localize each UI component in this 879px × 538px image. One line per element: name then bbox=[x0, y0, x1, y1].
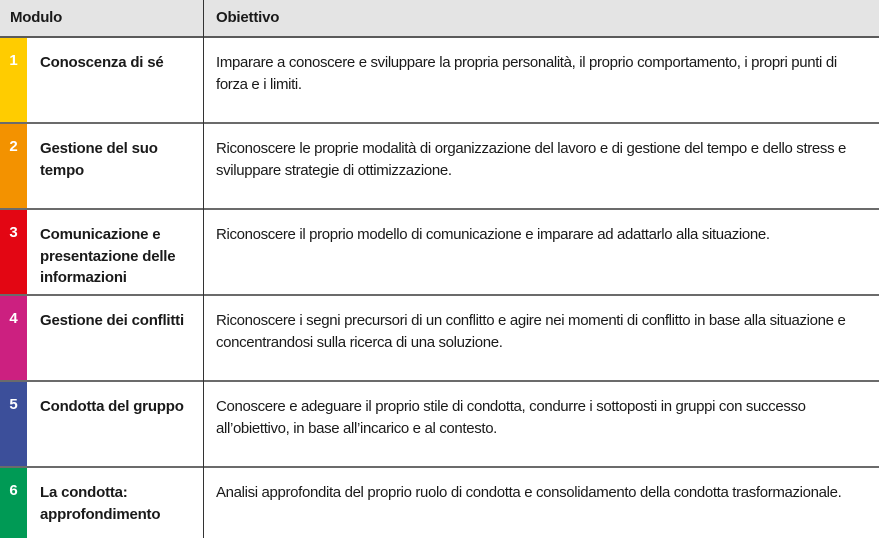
table-row bbox=[0, 210, 879, 296]
module-number-badge: 1 bbox=[0, 38, 27, 122]
module-number-badge: 3 bbox=[0, 210, 27, 294]
module-objective: Riconoscere i segni precursori di un conflitto e agire nei momenti di conflitto in base alla situazione e concentrandosi sulla ricerca di una soluzione. bbox=[216, 312, 846, 351]
module-objective: Riconoscere le proprie modalità di organizzazione del lavoro e di gestione del tempo e dello stress e sviluppare strategie di ottimizzazione. bbox=[216, 140, 847, 179]
table-row bbox=[0, 296, 879, 382]
header-obiettivo: Obiettivo bbox=[216, 9, 280, 26]
module-number-badge: 5 bbox=[0, 382, 27, 466]
table-row bbox=[0, 124, 879, 210]
module-name: Comunicazione e presentazione delle informazioni bbox=[40, 226, 176, 286]
table-row bbox=[0, 38, 879, 124]
module-name: Gestione del suo tempo bbox=[40, 140, 158, 179]
module-name: Gestione dei conflitti bbox=[40, 312, 184, 329]
column-divider bbox=[203, 0, 204, 538]
module-number-badge: 6 bbox=[0, 468, 27, 538]
table-row bbox=[0, 468, 879, 538]
module-name: Condotta del gruppo bbox=[40, 398, 184, 415]
module-name: Conoscenza di sé bbox=[40, 54, 164, 71]
header-modulo: Modulo bbox=[10, 9, 63, 26]
module-name: La condotta: approfondimento bbox=[40, 484, 161, 523]
module-number-badge: 4 bbox=[0, 296, 27, 380]
module-number-badge: 2 bbox=[0, 124, 27, 208]
table-row bbox=[0, 382, 879, 468]
module-objective: Analisi approfondita del proprio ruolo di condotta e consolidamento della condotta trasformazionale. bbox=[216, 484, 842, 501]
table-header bbox=[0, 0, 879, 38]
module-objective: Imparare a conoscere e sviluppare la propria personalità, il proprio comportamento, i propri punti di forza e i limiti. bbox=[216, 54, 837, 93]
module-objective: Riconoscere il proprio modello di comunicazione e imparare ad adattarlo alla situazione. bbox=[216, 226, 770, 243]
module-objective: Conoscere e adeguare il proprio stile di condotta, condurre i sottoposti in gruppi con successo all’obiettivo, in base all’incarico e al contesto. bbox=[216, 398, 806, 437]
